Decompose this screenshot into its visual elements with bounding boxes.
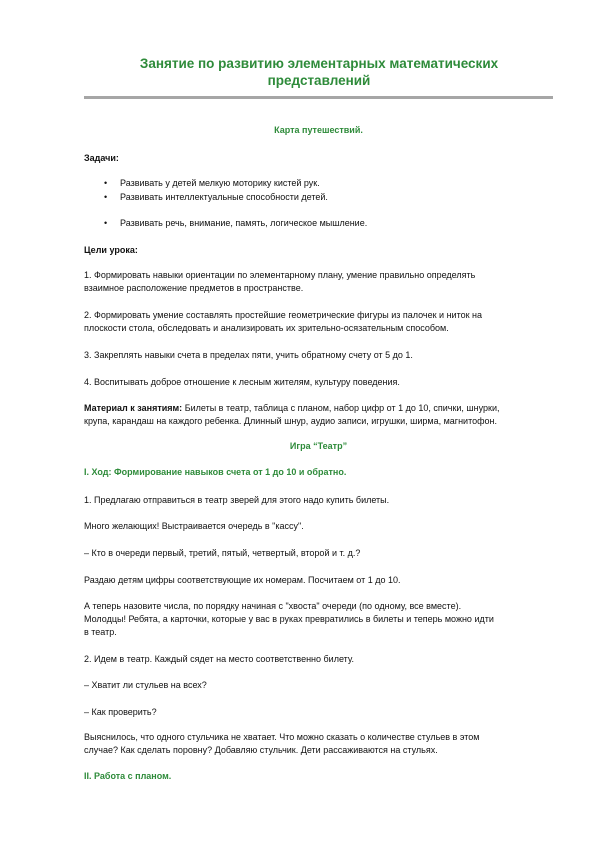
paragraph-5-line-1: А теперь назовите числа, по порядку начиная с "хвоста" очереди (по одному, все вместе). bbox=[84, 601, 462, 611]
section-1-heading: I. Ход: Формирование навыков счета от 1 до 10 и обратно. bbox=[84, 467, 347, 477]
goal-1 bbox=[84, 269, 554, 295]
materials-paragraph bbox=[84, 402, 554, 428]
task-item-1: Развивать у детей мелкую моторику кистей рук. bbox=[120, 178, 320, 188]
goal-4: 4. Воспитывать доброе отношение к лесным жителям, культуру поведения. bbox=[84, 377, 400, 387]
title-line-2: представлений bbox=[267, 73, 371, 88]
bullet-icon: • bbox=[104, 192, 108, 202]
materials-line-1 bbox=[84, 402, 554, 415]
paragraph-4: Раздаю детям цифры соответствующие их номерам. Посчитаем от 1 до 10. bbox=[84, 575, 401, 585]
materials-line-2: крупа, карандаш на каждого ребенка. Длинный шнур, аудио записи, игрушки, ширма, магнитофон. bbox=[84, 416, 497, 426]
paragraph-9 bbox=[84, 731, 554, 757]
materials-label: Материал к занятиям: bbox=[84, 403, 183, 413]
title-divider bbox=[84, 96, 553, 99]
materials-text-1: Билеты в театр, таблица с планом, набор цифр от 1 до 10, спички, шнурки, bbox=[182, 403, 500, 413]
task-item-3: Развивать речь, внимание, память, логическое мышление. bbox=[120, 218, 368, 228]
bullet-icon: • bbox=[104, 218, 108, 228]
goal-2 bbox=[84, 309, 554, 335]
paragraph-5-line-3: в театр. bbox=[84, 627, 117, 637]
goal-2-line-1: 2. Формировать умение составлять простейшие геометрические фигуры из палочек и ниток на bbox=[84, 310, 483, 320]
paragraph-1: 1. Предлагаю отправиться в театр зверей для этого надо купить билеты. bbox=[84, 495, 390, 505]
title-line-1: Занятие по развитию элементарных математических bbox=[139, 56, 499, 71]
goal-1-line-1: 1. Формировать навыки ориентации по элементарному плану, умение правильно определять bbox=[84, 270, 476, 280]
bullet-icon: • bbox=[104, 178, 108, 188]
goal-1-line-2: взаимное расположение предметов в пространстве. bbox=[84, 283, 304, 293]
tasks-heading: Задачи: bbox=[84, 153, 119, 163]
paragraph-2: Много желающих! Выстраивается очередь в "кассу". bbox=[84, 521, 304, 531]
paragraph-6: 2. Идем в театр. Каждый сядет на место соответственно билету. bbox=[84, 654, 354, 664]
paragraph-3: – Кто в очереди первый, третий, пятый, четвертый, второй и т. д.? bbox=[84, 548, 361, 558]
paragraph-7: – Хватит ли стульев на всех? bbox=[84, 680, 207, 690]
paragraph-9-line-1: Выяснилось, что одного стульчика не хватает. Что можно сказать о количестве стульев в этом bbox=[84, 732, 480, 742]
paragraph-9-line-2: случае? Как сделать поровну? Добавляю стульчик. Дети рассаживаются на стульях. bbox=[84, 745, 438, 755]
goal-3: 3. Закреплять навыки счета в пределах пяти, учить обратному счету от 5 до 1. bbox=[84, 350, 413, 360]
paragraph-8: – Как проверить? bbox=[84, 707, 157, 717]
task-item-2: Развивать интеллектуальные способности детей. bbox=[120, 192, 328, 202]
paragraph-5 bbox=[84, 600, 554, 639]
subtitle: Карта путешествий. bbox=[274, 125, 363, 135]
game-title: Игра “Театр” bbox=[289, 441, 348, 451]
goals-heading: Цели урока: bbox=[84, 245, 138, 255]
section-2-heading: II. Работа с планом. bbox=[84, 771, 172, 781]
paragraph-5-line-2: Молодцы! Ребята, а карточки, которые у вас в руках превратились в билеты и теперь можно идти bbox=[84, 614, 494, 624]
document-title bbox=[86, 55, 552, 89]
goal-2-line-2: плоскости стола, обследовать и анализировать их зрительно-осязательным способом. bbox=[84, 323, 449, 333]
